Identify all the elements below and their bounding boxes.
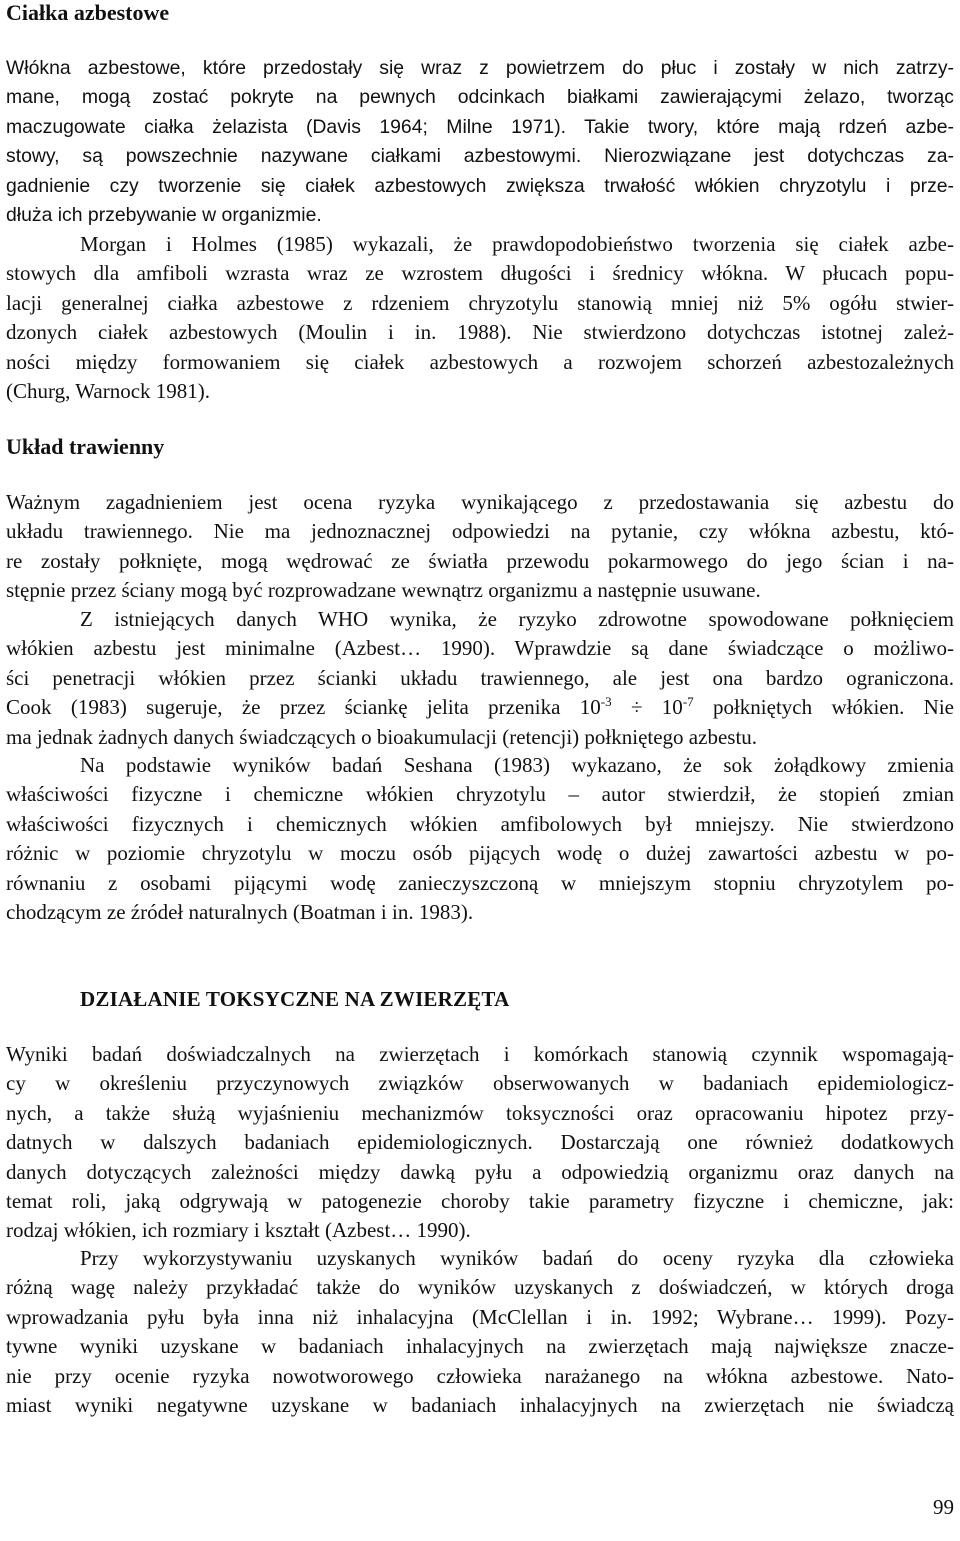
paragraph-asbestos-bodies-2 — [6, 230, 954, 406]
text-line: datnych w dalszych badaniach epidemiologicznych. Dostarczają one również dodatkowych — [6, 1130, 954, 1155]
text-line: Wyniki badań doświadczalnych na zwierzętach i komórkach stanowią czynnik wspomagają- — [6, 1042, 954, 1066]
text-line: cy w określeniu przyczynowych związków obserwowanych w badaniach epidemiologicz- — [6, 1071, 954, 1096]
text-line: (Churg, Warnock 1981). — [6, 379, 211, 404]
exponent: -7 — [682, 694, 694, 710]
text-line: różną wagę należy przykładać także do wyników uzyskanych z doświadczeń, w których droga — [6, 1275, 954, 1300]
text-fragment: połkniętych włókien. Nie — [693, 695, 954, 720]
text-line: dzonych ciałek azbestowych (Moulin i in. 1988). Nie stwierdzono dotychczas istotnej zależ- — [6, 320, 954, 345]
text-fragment: ÷ 10 — [611, 695, 683, 720]
text-line: maczugowate ciałka żelazista (Davis 1964; Milne 1971). Takie twory, które mają rdzeń azbe- — [6, 115, 954, 138]
text-line: dłuża ich przebywanie w organizmie. — [6, 204, 322, 227]
text-line: stowy, są powszechnie nazywane ciałkami azbestowymi. Nierozwiązane jest dotychczas za- — [6, 145, 954, 168]
text-line: układu trawiennego. Nie ma jednoznacznej odpowiedzi na pytanie, czy włókna azbestu, któ- — [6, 519, 954, 544]
text-line: Na podstawie wyników badań Seshana (1983) wykazano, że sok żołądkowy zmienia — [80, 753, 954, 777]
paragraph-digestive-1 — [6, 488, 954, 606]
text-line: właściwości fizycznych i chemicznych włókien amfibolowych był mniejszy. Nie stwierdzono — [6, 811, 954, 836]
text-line: Włókna azbestowe, które przedostały się wraz z powietrzem do płuc i zostały w nich zatrzy- — [6, 57, 954, 79]
text-line: re zostały połknięte, mogą wędrować ze światła przewodu pokarmowego do jego ścian i na- — [6, 548, 954, 573]
text-line: właściwości fizyczne i chemiczne włókien chryzotylu – autor stwierdził, że stopień zmian — [6, 782, 954, 807]
text-line: różnic w poziomie chryzotylu w moczu osób pijących wodę o dużej zawartości azbestu w po- — [6, 841, 954, 866]
text-line: ności między formowaniem się ciałek azbestowych a rozwojem schorzeń azbestozależnych — [6, 349, 954, 374]
text-line: chodzącym ze źródeł naturalnych (Boatman i in. 1983). — [6, 900, 474, 925]
text-line: Przy wykorzystywaniu uzyskanych wyników badań do oceny ryzyka dla człowieka — [80, 1246, 954, 1270]
chapter-heading-toxic-effects: DZIAŁANIE TOKSYCZNE NA ZWIERZĘTA — [80, 987, 510, 1011]
paragraph-toxic-2 — [6, 1244, 954, 1420]
text-line: gadnienie czy tworzenie się ciałek azbestowych zwiększa trwałość włókien chryzotylu i prze- — [6, 174, 954, 197]
paragraph-asbestos-bodies-1 — [6, 54, 954, 230]
text-line-with-exponents — [6, 693, 954, 722]
text-line: nie przy ocenie ryzyka nowotworowego człowieka narażanego na włókna azbestowe. Nato- — [6, 1363, 954, 1388]
text-line: ma jednak żadnych danych świadczących o bioakumulacji (retencji) połkniętego azbestu. — [6, 724, 758, 749]
text-line: nych, a także służą wyjaśnieniu mechanizmów toksyczności oraz opracowaniu hipotez przy- — [6, 1100, 954, 1125]
text-line: stępnie przez ściany mogą być rozprowadzane wewnątrz organizmu a następnie usuwane. — [6, 578, 761, 603]
section-heading-asbestos-bodies: Ciałka azbestowe — [6, 0, 170, 25]
text-fragment: Cook (1983) sugeruje, że przez ściankę jelita przenika 10 — [6, 695, 601, 720]
text-line: równaniu z osobami pijącymi wodę zanieczyszczoną w mniejszym stopniu chryzotylem po- — [6, 870, 954, 895]
text-line: wprowadzania pyłu była inna niż inhalacyjna (McClellan i in. 1992; Wybrane… 1999). Pozy- — [6, 1304, 954, 1329]
text-line: ści penetracji włókien przez ścianki układu trawiennego, ale jest ona bardzo ograniczona. — [6, 665, 954, 690]
text-line: miast wyniki negatywne uzyskane w badaniach inhalacyjnych na zwierzętach nie świadczą — [6, 1393, 954, 1418]
paragraph-digestive-2 — [6, 605, 954, 752]
text-line: Morgan i Holmes (1985) wykazali, że prawdopodobieństwo tworzenia się ciałek azbe- — [80, 232, 954, 256]
paragraph-toxic-1 — [6, 1040, 954, 1246]
text-line: rodzaj włókien, ich rozmiary i kształt (Azbest… 1990). — [6, 1218, 471, 1243]
text-line: danych dotyczących zależności między dawką pyłu a odpowiedzią organizmu oraz danych na — [6, 1159, 954, 1184]
paragraph-digestive-3 — [6, 751, 954, 927]
section-heading-digestive-system: Układ trawienny — [6, 434, 165, 459]
exponent: -3 — [600, 694, 612, 710]
text-line: tywne wyniki uzyskane w badaniach inhalacyjnych na zwierzętach mają największe znacze- — [6, 1334, 954, 1359]
text-line: temat roli, jaką odgrywają w patogenezie choroby takie parametry fizyczne i chemiczne, jak: — [6, 1189, 954, 1214]
text-line: mane, mogą zostać pokryte na pewnych odcinkach białkami zawierającymi żelazo, tworząc — [6, 86, 954, 109]
text-line: włókien azbestu jest minimalne (Azbest… 1990). Wprawdzie są dane świadczące o możliwo- — [6, 636, 954, 661]
text-line: lacji generalnej ciałka azbestowe z rdzeniem chryzotylu stanowią mniej niż 5% ogółu stwier- — [6, 290, 954, 315]
text-line: stowych dla amfiboli wzrasta wraz ze wzrostem długości i średnicy włókna. W płucach popu- — [6, 261, 954, 286]
text-line: Z istniejących danych WHO wynika, że ryzyko zdrowotne spowodowane połknięciem — [80, 607, 954, 631]
page-number: 99 — [933, 1495, 954, 1519]
text-line: Ważnym zagadnieniem jest ocena ryzyka wynikającego z przedostawania się azbestu do — [6, 490, 954, 514]
